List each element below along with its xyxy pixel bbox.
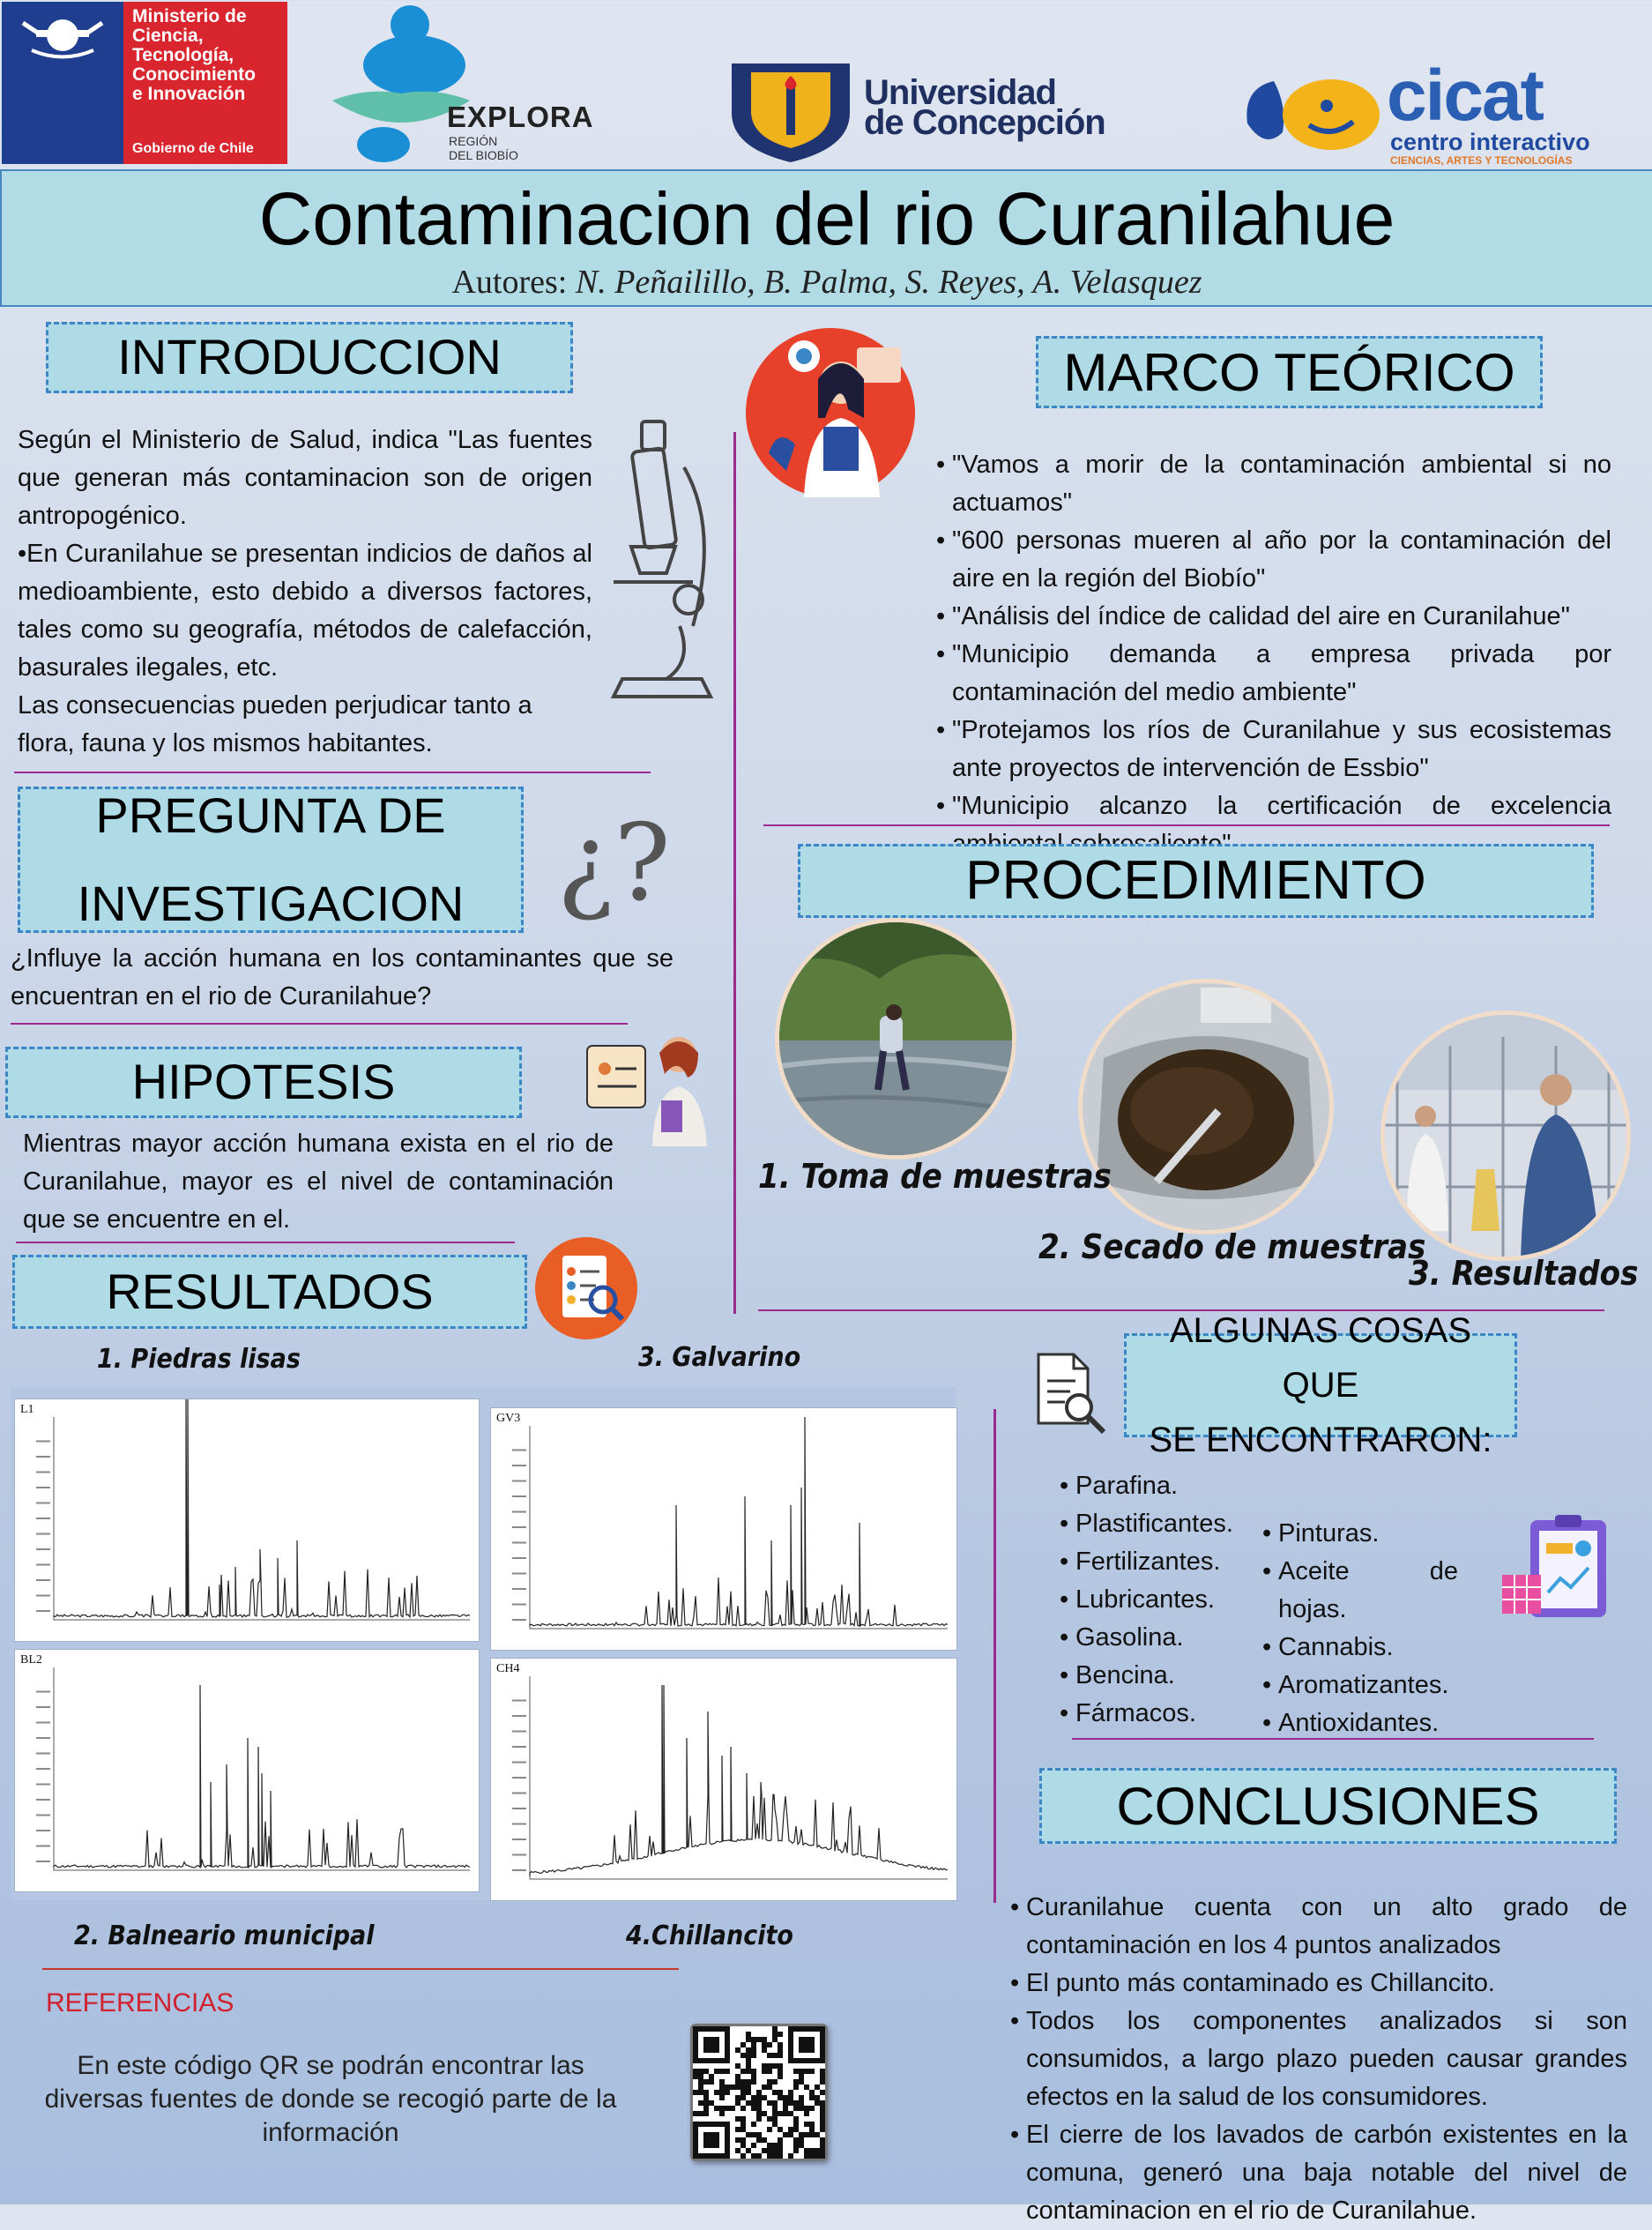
results-label-4: 4.Chillancito	[626, 1920, 793, 1951]
hypothesis-text: Mientras mayor acción humana exista en el rio de Curanilahue, mayor es el nivel de contaminación que se encuentre en el.	[23, 1130, 614, 1234]
found-item: • Pinturas.	[1262, 1515, 1458, 1553]
udec-line1: Universidad	[864, 73, 1056, 112]
document-search-icon	[1030, 1349, 1111, 1437]
results-label-2: 2. Balneario municipal	[74, 1920, 375, 1951]
theory-list	[936, 446, 1611, 863]
cicat-logo	[1239, 56, 1652, 168]
conclusion-item: • Todos los componentes analizados si son consumidos, a largo plazo pueden causar grandes efectos en la salud de los consumidores.	[1010, 2003, 1627, 2116]
photo-sampling	[774, 917, 1017, 1160]
conclusion-item: • Curanilahue cuenta con un alto grado de contaminación en los 4 puntos analizados	[1010, 1889, 1627, 1965]
authors-prefix: Autores:	[451, 264, 576, 301]
found-heading-line2: SE ENCONTRARON:	[1149, 1421, 1492, 1459]
intro-paragraph	[18, 421, 592, 763]
found-item: • Fármacos.	[1060, 1695, 1262, 1733]
found-item: • Aromatizantes.	[1262, 1667, 1458, 1704]
intro-p3: Las consecuencias pueden perjudicar tanto a flora, fauna y los mismos habitantes.	[18, 691, 532, 757]
udec-logo	[725, 60, 1139, 166]
found-item: • Bencina.	[1060, 1657, 1262, 1695]
results-heading: RESULTADOS	[12, 1255, 527, 1329]
divider-question	[11, 1023, 628, 1025]
chromatogram-trace	[54, 1685, 470, 1868]
chart-id-L1: L1	[20, 1403, 34, 1416]
theory-item: • "Municipio demanda a empresa privada por contaminación del medio ambiente"	[936, 636, 1611, 712]
conclusion-item: • El cierre de los lavados de carbón existentes en la comuna, generó una baja notable del nivel de contaminacion en el rio de Curanilahue.	[1010, 2116, 1627, 2230]
chromatogram-GV3	[490, 1407, 957, 1651]
references-heading: REFERENCIAS	[46, 1988, 234, 2017]
found-item: • Plastificantes.	[1060, 1505, 1262, 1543]
scientist-lab-icon	[742, 321, 927, 497]
photo-drying	[1077, 979, 1335, 1234]
conclusions-list	[1010, 1889, 1627, 2230]
ministry-line3: Tecnología,	[132, 45, 234, 65]
theory-item: • "600 personas mueren al año por la contaminación del aire en la región del Biobío"	[936, 522, 1611, 598]
hypothesis-heading: HIPOTESIS	[5, 1047, 522, 1118]
found-list-col1	[1060, 1467, 1262, 1733]
theory-item: • "Vamos a morir de la contaminación ambiental si no actuamos"	[936, 446, 1611, 522]
udec-line2: de Concepción	[864, 103, 1105, 142]
chromatogram-BL2	[14, 1649, 480, 1892]
udec-shield-icon	[725, 60, 857, 164]
results-label-3: 3. Galvarino	[638, 1342, 801, 1373]
ministry-line2: Ciencia,	[132, 26, 204, 46]
chart-id-BL2: BL2	[20, 1653, 42, 1667]
chromatogram-trace	[54, 1399, 470, 1617]
cicat-name: cicat	[1387, 56, 1543, 136]
theory-item: • "Protejamos los ríos de Curanilahue y sus ecosistemas ante proyectos de intervención de Essbio"	[936, 712, 1611, 787]
question-heading-line1: PREGUNTA DE	[95, 787, 446, 843]
chromatogram-CH4	[490, 1658, 957, 1901]
chromatogram-L1	[14, 1398, 480, 1642]
found-heading	[1124, 1311, 1517, 1459]
clipboard-chart-icon	[1500, 1513, 1615, 1628]
explora-region2: DEL BIOBÍO	[449, 148, 518, 162]
intro-p1: Según el Ministerio de Salud, indica "Las fuentes que generan más contaminacion son de origen antropogénico.	[18, 426, 592, 530]
divider-references	[42, 1968, 679, 1970]
references-text: En este código QR se podrán encontrar las diversas fuentes de donde se recogió parte de la información	[44, 2051, 617, 2147]
divider-hypothesis	[16, 1242, 515, 1243]
authors-names: N. Peñailillo, B. Palma, S. Reyes, A. Velasquez	[575, 264, 1202, 301]
ministry-gov-label: Gobierno de Chile	[132, 141, 254, 156]
found-list-col2	[1262, 1515, 1458, 1742]
theory-heading: MARCO TEÓRICO	[1036, 336, 1543, 408]
question-text: ¿Influye la acción humana en los contaminantes que se encuentran en el rio de Curanilahue?	[11, 944, 673, 1011]
right-divider	[993, 1409, 996, 1903]
chromatogram-trace	[530, 1417, 948, 1626]
found-item: • Antioxidantes.	[1262, 1704, 1458, 1742]
chromatogram-trace	[530, 1685, 948, 1876]
conclusions-heading: CONCLUSIONES	[1039, 1768, 1617, 1844]
qr-code[interactable]	[690, 2024, 828, 2161]
ministry-line1: Ministerio de	[132, 6, 247, 26]
chromatogram-svg-CH4	[491, 1659, 956, 1900]
procedure-step-1: 1. Toma de muestras	[758, 1157, 1112, 1196]
intro-heading: INTRODUCCION	[46, 322, 573, 393]
chromatogram-svg-BL2	[15, 1650, 479, 1891]
chromatogram-svg-GV3	[491, 1408, 956, 1650]
cicat-subtitle: centro interactivo	[1390, 129, 1590, 155]
results-label-1: 1. Piedras lisas	[97, 1344, 301, 1375]
found-item: • Fertilizantes.	[1060, 1543, 1262, 1581]
procedure-step-3: 3. Resultados	[1409, 1254, 1639, 1293]
cicat-tagline: CIENCIAS, ARTES Y TECNOLOGÍAS	[1390, 154, 1573, 167]
ministry-logo	[2, 2, 287, 164]
found-item: • Parafina.	[1060, 1467, 1262, 1505]
coat-of-arms-icon	[14, 11, 111, 63]
poster-title: Contaminacion del rio Curanilahue	[258, 177, 1395, 260]
explora-region1: REGIÓN	[449, 134, 498, 148]
intro-p2: •En Curanilahue se presentan indicios de daños al medioambiente, esto debido a diversos factores, tales como su geografía, métodos de calefacción, basurales ilegales, etc.	[18, 540, 592, 682]
procedure-step-2: 2. Secado de muestras	[1038, 1227, 1426, 1266]
theory-item: • "Municipio alcanzo la certificación de excelencia	[936, 787, 1611, 863]
explora-name: EXPLORA	[447, 101, 594, 133]
found-item: • Cannabis.	[1262, 1629, 1458, 1667]
chart-id-GV3: GV3	[496, 1412, 521, 1425]
report-magnifier-icon	[534, 1236, 638, 1340]
question-marks-icon: ¿?	[557, 802, 671, 925]
qr-code-pattern	[693, 2026, 825, 2159]
question-heading	[18, 787, 524, 933]
chromatogram-svg-L1	[15, 1399, 479, 1641]
chart-id-CH4: CH4	[496, 1662, 520, 1675]
photo-lab-results	[1380, 1011, 1632, 1261]
found-item: • Gasolina.	[1060, 1619, 1262, 1657]
microscope-icon	[596, 414, 728, 701]
authors-line	[2, 263, 1652, 302]
ministry-line4: Conocimiento	[132, 64, 256, 85]
found-item: • Aceite de hojas.	[1262, 1553, 1458, 1629]
procedure-heading: PROCEDIMIENTO	[798, 844, 1594, 918]
found-item: • Lubricantes.	[1060, 1581, 1262, 1619]
question-heading-line2: INVESTIGACION	[77, 876, 465, 931]
cicat-hand-icon	[1239, 71, 1388, 159]
center-divider	[733, 432, 736, 1314]
theory-item: • "Análisis del índice de calidad del aire en Curanilahue"	[936, 598, 1611, 636]
title-banner	[0, 169, 1652, 307]
explora-logo	[331, 4, 621, 162]
found-heading-line1: ALGUNAS COSAS QUE	[1169, 1311, 1472, 1405]
conclusion-item: • El punto más contaminado es Chillancito.	[1010, 1965, 1627, 2003]
ministry-line5: e Innovación	[132, 84, 246, 104]
